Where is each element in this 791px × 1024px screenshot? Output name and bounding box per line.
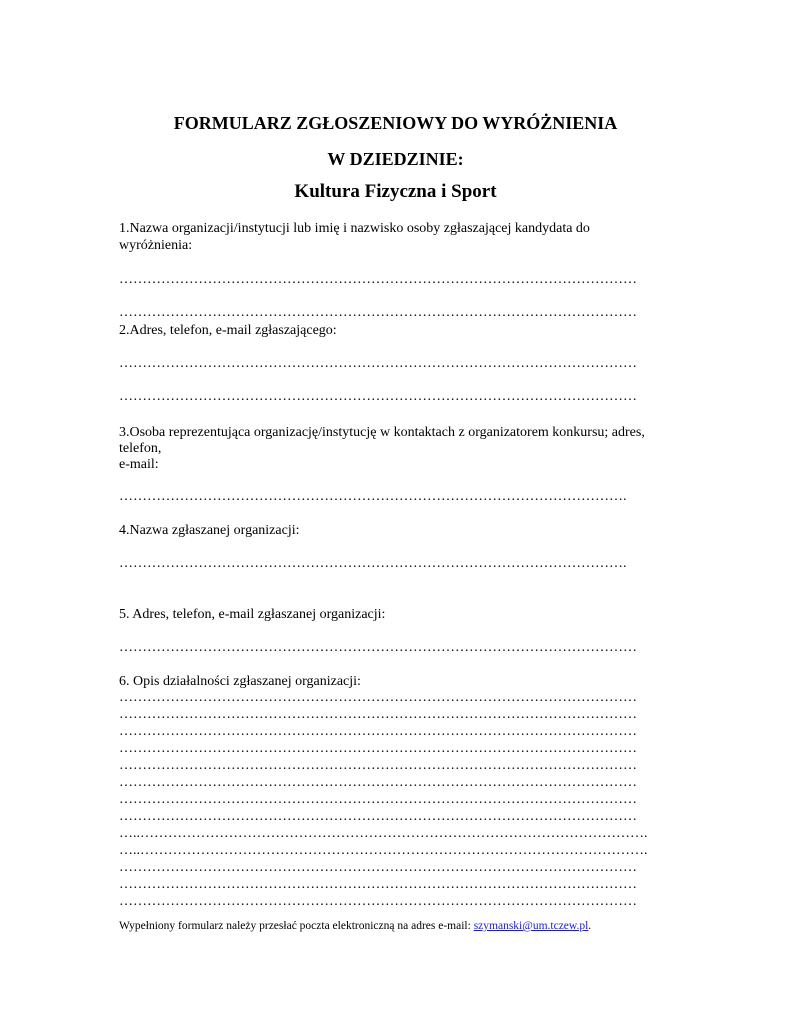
question-6-label: 6. Opis działalności zgłaszanej organizacji:: [119, 674, 361, 689]
question-5-label: 5. Adres, telefon, e-mail zgłaszanej organizacji:: [119, 607, 386, 622]
answer-line[interactable]: ……………………………………………………………………………………………….: [119, 489, 627, 504]
question-3-label: 3.Osoba reprezentująca organizację/instytucję w kontaktach z organizatorem konkursu; adres,: [119, 425, 645, 440]
answer-line[interactable]: …………………………………………………………………………………………………: [119, 860, 637, 875]
answer-line[interactable]: …………………………………………………………………………………………………: [119, 775, 637, 790]
title-line-3: Kultura Fizyczna i Sport: [294, 181, 497, 202]
footer-note: [119, 920, 591, 932]
answer-line[interactable]: …………………………………………………………………………………………………: [119, 741, 637, 756]
title-line-2: W DZIEDZINIE:: [327, 149, 464, 169]
answer-line[interactable]: …………………………………………………………………………………………………: [119, 690, 637, 705]
email-link[interactable]: szymanski@um.tczew.pl: [473, 920, 589, 932]
answer-line[interactable]: …..……………………………………………………………………………………………….: [119, 826, 648, 841]
footer-text: Wypełniony formularz należy przesłać poczta elektroniczną na adres e-mail:: [119, 920, 474, 932]
question-3-label-email: e-mail:: [119, 457, 159, 472]
answer-line[interactable]: …………………………………………………………………………………………………: [119, 792, 637, 807]
question-2-label: 2.Adres, telefon, e-mail zgłaszającego:: [119, 323, 337, 338]
answer-line[interactable]: …………………………………………………………………………………………………: [119, 724, 637, 739]
question-4-label: 4.Nazwa zgłaszanej organizacji:: [119, 523, 300, 538]
answer-line[interactable]: ……………………………………………………………………………………………….: [119, 556, 627, 571]
answer-line[interactable]: …………………………………………………………………………………………………: [119, 640, 637, 655]
answer-line[interactable]: …………………………………………………………………………………………………: [119, 809, 637, 824]
answer-line[interactable]: …………………………………………………………………………………………………: [119, 305, 637, 320]
answer-line[interactable]: …………………………………………………………………………………………………: [119, 356, 637, 371]
title-line-1: FORMULARZ ZGŁOSZENIOWY DO WYRÓŻNIENIA: [173, 113, 618, 133]
answer-line[interactable]: …………………………………………………………………………………………………: [119, 389, 637, 404]
answer-line[interactable]: …………………………………………………………………………………………………: [119, 272, 637, 287]
question-1-label-cont: wyróżnienia:: [119, 238, 193, 253]
answer-line[interactable]: …………………………………………………………………………………………………: [119, 894, 637, 909]
answer-line[interactable]: …………………………………………………………………………………………………: [119, 877, 637, 892]
answer-line[interactable]: …………………………………………………………………………………………………: [119, 707, 637, 722]
answer-line[interactable]: …..……………………………………………………………………………………………….: [119, 843, 648, 858]
question-1-label: 1.Nazwa organizacji/instytucji lub imię i nazwisko osoby zgłaszającej kandydata do: [119, 221, 590, 236]
footer-period: .: [588, 920, 592, 932]
question-3-label-cont: telefon,: [119, 441, 162, 456]
answer-line[interactable]: …………………………………………………………………………………………………: [119, 758, 637, 773]
